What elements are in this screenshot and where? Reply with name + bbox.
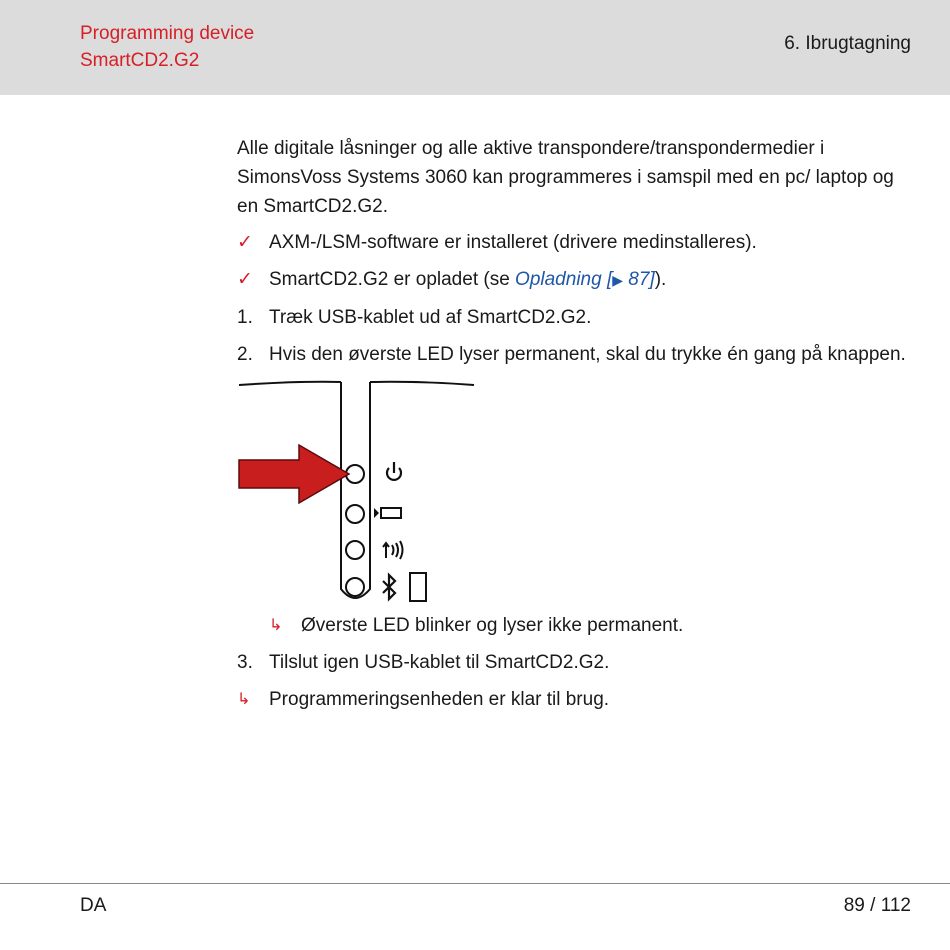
prerequisite-item <box>237 228 917 257</box>
document-title-line1: Programming device <box>80 23 255 44</box>
step-item <box>237 648 917 677</box>
device-led-illustration <box>237 377 487 607</box>
device-led-figure <box>237 377 487 607</box>
checkmark-icon: ✓ <box>237 269 253 290</box>
final-result-text: Programmeringsenheden er klar til brug. <box>269 689 610 710</box>
bluetooth-icon <box>383 575 395 599</box>
result-arrow-icon: ↳ <box>237 691 251 708</box>
result-text: Øverste LED blinker og lyser ikke permanent. <box>301 615 684 636</box>
led-bluetooth <box>346 578 364 596</box>
step-number: 1. <box>237 307 253 328</box>
red-arrow <box>239 445 349 503</box>
step-item <box>237 303 917 332</box>
radio-signal-icon <box>383 541 403 559</box>
step-text: Tilslut igen USB-kablet til SmartCD2.G2. <box>269 652 610 673</box>
intro-paragraph: Alle digitale låsninger og alle aktive transpondere/transpondermedier i SimonsVoss Systems 3060 kan programmeres i samspil med en pc/ laptop og en SmartCD2.G2. <box>237 138 894 217</box>
checkmark-icon: ✓ <box>237 232 253 253</box>
step-text: Træk USB-kablet ud af SmartCD2.G2. <box>269 307 592 328</box>
battery-icon <box>374 508 401 518</box>
document-title <box>80 20 254 74</box>
result-arrow-icon: ↳ <box>269 617 283 634</box>
step-number: 3. <box>237 652 253 673</box>
step-item <box>237 340 917 369</box>
page-triangle-icon: ▶ <box>612 272 624 288</box>
page-header <box>0 0 950 95</box>
led-radio <box>346 541 364 559</box>
step-number: 2. <box>237 344 253 365</box>
prerequisite-text: SmartCD2.G2 er opladet (se <box>269 269 516 290</box>
led-battery <box>346 505 364 523</box>
prerequisite-text-end: ). <box>654 269 667 290</box>
charging-link[interactable] <box>515 269 655 290</box>
footer-language: DA <box>80 895 107 916</box>
chapter-title: 6. Ibrugtagning <box>784 33 911 54</box>
step-text: Hvis den øverste LED lyser permanent, skal du trykke én gang på knappen. <box>269 344 906 365</box>
final-result-item <box>237 685 917 714</box>
result-item <box>237 611 917 640</box>
page-number: 89 / 112 <box>843 895 911 916</box>
link-text: Opladning [ <box>515 269 613 290</box>
prerequisite-text: AXM-/LSM-software er installeret (drivere medinstalleres). <box>269 232 757 253</box>
phone-icon <box>410 573 426 601</box>
prerequisite-item <box>237 265 917 295</box>
footer-divider <box>0 883 950 884</box>
document-title-line2: SmartCD2.G2 <box>80 50 200 71</box>
power-icon <box>387 462 401 480</box>
main-content <box>237 134 917 722</box>
link-page: 87] <box>623 269 655 290</box>
